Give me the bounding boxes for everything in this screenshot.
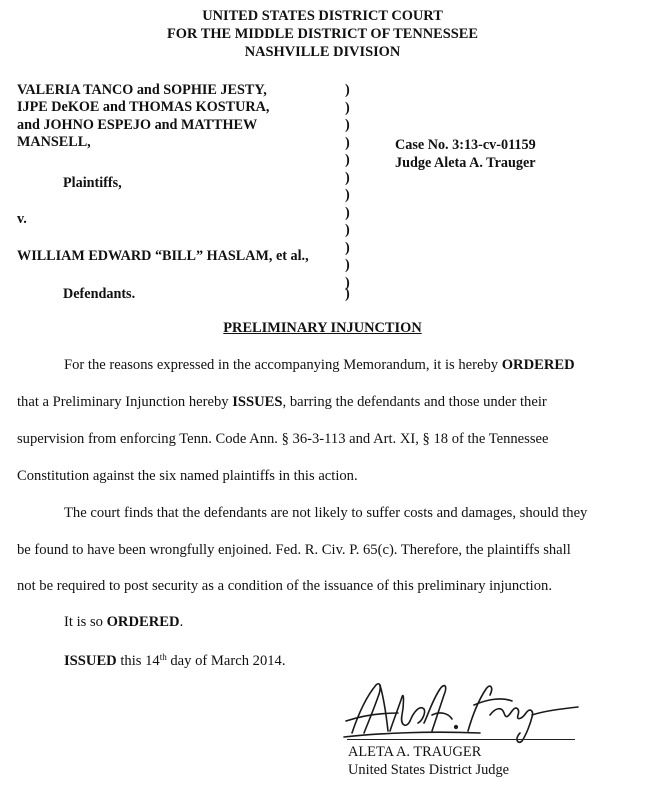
- caption-paren: ): [345, 99, 350, 116]
- caption-paren: ): [345, 187, 350, 203]
- ordered-emphasis: ORDERED: [106, 614, 180, 630]
- issued-emphasis: ISSUED: [64, 653, 117, 669]
- caption-paren: ): [345, 274, 350, 291]
- plaintiff-names-line: MANSELL,: [17, 134, 91, 150]
- judge-signature: [340, 675, 590, 745]
- caption-paren: ): [345, 82, 350, 98]
- ordered-emphasis: ORDERED: [501, 357, 575, 373]
- defendant-name: WILLIAM EDWARD “BILL” HASLAM, et al.,: [17, 248, 309, 264]
- court-name: UNITED STATES DISTRICT COURT: [202, 8, 443, 24]
- text-run: , barring the defendants and those under their: [282, 394, 547, 410]
- so-ordered-line: [64, 613, 183, 631]
- paragraph-1-line-3: supervision from enforcing Tenn. Code Ann. § 36-3-113 and Art. XI, § 18 of the Tennessee: [17, 431, 549, 447]
- caption-paren: ): [345, 286, 350, 302]
- caption-paren: ): [345, 117, 350, 133]
- paragraph-2-line-3: not be required to post security as a condition of the issuance of this preliminary injunction.: [17, 578, 552, 594]
- caption-paren: ): [345, 222, 350, 238]
- document-title: PRELIMINARY INJUNCTION: [223, 320, 422, 336]
- signatory-name: ALETA A. TRAUGER: [348, 744, 482, 760]
- text-run: It is so: [64, 614, 107, 630]
- ordinal-suffix: th: [159, 652, 167, 662]
- caption-paren: ): [345, 152, 350, 168]
- signature-line: [347, 739, 575, 740]
- plaintiff-names-line: VALERIA TANCO and SOPHIE JESTY,: [17, 82, 267, 98]
- caption-paren: ): [345, 257, 350, 273]
- plaintiffs-label: Plaintiffs,: [63, 175, 122, 191]
- paragraph-1-line-1: [64, 356, 575, 374]
- text-run: For the reasons expressed in the accompanying Memorandum, it is hereby: [64, 357, 502, 373]
- judge-name: Judge Aleta A. Trauger: [395, 155, 536, 171]
- court-district: FOR THE MIDDLE DISTRICT OF TENNESSEE: [167, 26, 478, 42]
- text-run: this 14: [116, 653, 160, 669]
- defendants-label: Defendants.: [63, 286, 136, 302]
- versus: v.: [17, 211, 27, 227]
- caption-paren: ): [345, 134, 350, 151]
- paragraph-2-line-1: The court finds that the defendants are not likely to suffer costs and damages, should they: [64, 505, 588, 521]
- text-run: that a Preliminary Injunction hereby: [17, 394, 233, 410]
- text-run: day of March 2014.: [166, 653, 286, 669]
- paragraph-1-line-2: [17, 393, 547, 411]
- issues-emphasis: ISSUES: [232, 394, 283, 410]
- caption-paren: ): [345, 239, 350, 256]
- issued-date-line: [64, 652, 285, 670]
- caption-paren: ): [345, 169, 350, 186]
- court-division: NASHVILLE DIVISION: [244, 44, 401, 60]
- paragraph-2-line-2: be found to have been wrongfully enjoined. Fed. R. Civ. P. 65(c). Therefore, the plaintiffs shall: [17, 542, 571, 558]
- case-number: Case No. 3:13-cv-01159: [395, 137, 536, 153]
- plaintiff-names-line: IJPE DeKOE and THOMAS KOSTURA,: [17, 99, 270, 115]
- plaintiff-names-line: and JOHNO ESPEJO and MATTHEW: [17, 117, 258, 133]
- paragraph-1-line-4: Constitution against the six named plaintiffs in this action.: [17, 468, 358, 484]
- signatory-title: United States District Judge: [348, 762, 510, 778]
- text-run: .: [179, 614, 184, 630]
- caption-paren: ): [345, 204, 350, 221]
